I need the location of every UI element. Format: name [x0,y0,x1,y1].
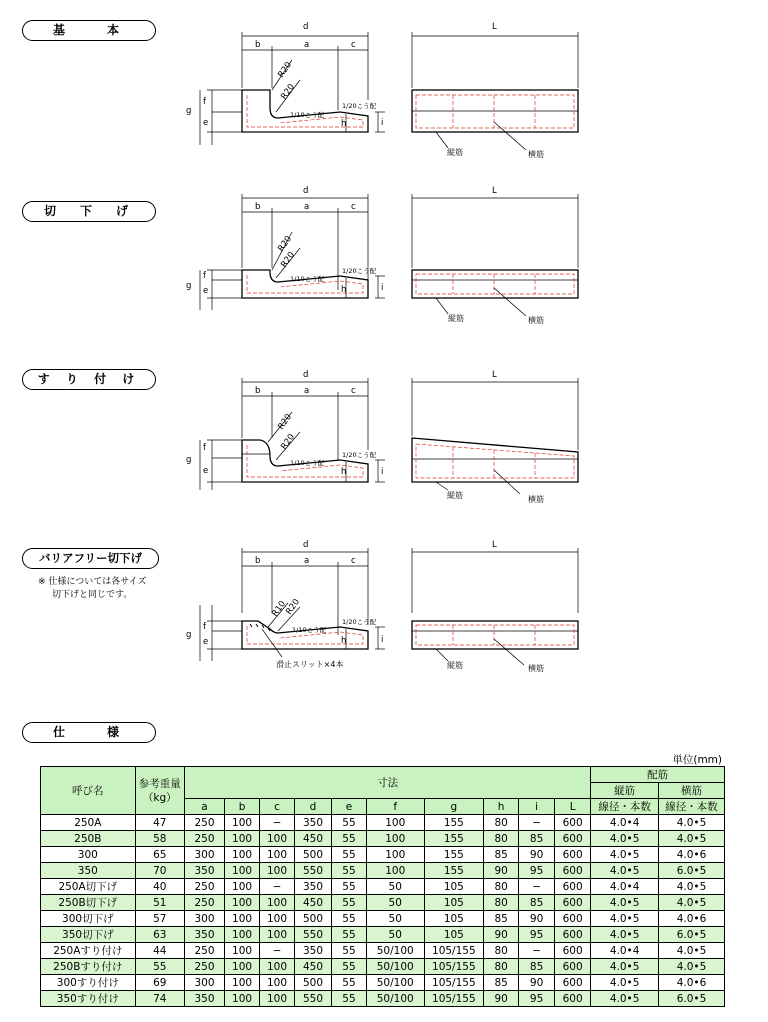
table-cell: 80 [484,943,519,959]
table-cell: 50/100 [366,991,424,1007]
section-shiyo: 仕 様 [22,722,156,743]
table-cell: 55 [331,943,366,959]
table-cell: 100 [260,991,295,1007]
table-cell: 55 [331,911,366,927]
note-line-2: 切下げと同じです。 [52,590,133,600]
header-col-c: c [260,799,295,815]
label-c: c [351,386,356,396]
table-cell: 55 [331,863,366,879]
table-cell: 4.0•4 [591,943,659,959]
header-col-g: g [424,799,484,815]
table-cell: 85 [484,847,519,863]
label-c: c [351,40,356,50]
table-cell: 500 [294,847,331,863]
table-cell: 155 [424,847,484,863]
table-cell: 450 [294,831,331,847]
label-a: a [304,386,310,396]
label-g: g [186,106,192,116]
label-slope10: 1/10こう配 [292,626,327,634]
label-slope10: 1/10こう配 [290,459,325,467]
label-e: e [203,286,209,296]
table-cell: 55 [331,927,366,943]
table-cell: 155 [424,831,484,847]
table-cell: 250 [184,879,224,895]
table-cell: 100 [260,831,295,847]
table-cell: 250B [41,831,136,847]
table-cell: 4.0•5 [591,991,659,1007]
label-d: d [303,22,309,32]
table-cell: 600 [555,975,591,991]
table-cell: 85 [484,911,519,927]
drawing-kirisage [0,180,768,350]
label-yoko: 横筋 [528,495,544,504]
table-row [41,911,725,927]
table-cell: 250A切下げ [41,879,136,895]
table-cell: 100 [225,847,260,863]
header-name: 呼び名 [41,767,136,815]
table-cell: 4.0•4 [591,879,659,895]
table-cell: 300切下げ [41,911,136,927]
header-weight: 参考重量（kg） [135,767,184,815]
label-d: d [303,370,309,380]
label-f: f [203,271,206,281]
section-kihon: 基 本 [22,20,156,41]
table-cell: 74 [135,991,184,1007]
table-cell: 55 [331,959,366,975]
table-cell: 95 [519,927,555,943]
table-cell: 100 [366,847,424,863]
table-cell: 47 [135,815,184,831]
header-tate: 縦筋 [591,783,659,799]
table-cell: 100 [366,831,424,847]
table-cell: 550 [294,991,331,1007]
spec-table-body [41,815,725,1007]
label-g: g [186,630,192,640]
table-cell: 95 [519,863,555,879]
table-cell: 100 [260,911,295,927]
drawing-kihon [0,0,768,180]
label-r20: R20 [284,597,303,617]
table-cell: 600 [555,911,591,927]
table-cell: 90 [519,975,555,991]
table-cell: 350 [184,927,224,943]
table-row [41,959,725,975]
table-cell: 50 [366,879,424,895]
table-cell: 85 [519,959,555,975]
table-cell: 90 [484,927,519,943]
table-row [41,975,725,991]
table-cell: 550 [294,863,331,879]
table-cell: 55 [331,831,366,847]
label-b: b [255,40,261,50]
table-cell: 100 [225,879,260,895]
table-cell: 100 [366,815,424,831]
table-cell: 100 [225,895,260,911]
label-slope20: 1/20こう配 [342,267,377,275]
label-r20b: R20 [279,82,298,102]
table-cell: 100 [260,959,295,975]
table-cell: 350 [294,815,331,831]
table-cell: 450 [294,959,331,975]
label-i: i [381,635,384,645]
table-cell: 50/100 [366,959,424,975]
label-slit: 滑止スリット×4本 [276,660,344,669]
table-cell: 600 [555,879,591,895]
label-g: g [186,455,192,465]
table-cell: 105 [424,911,484,927]
table-cell: 4.0•5 [591,911,659,927]
table-cell: 6.0•5 [659,991,725,1007]
table-cell: 105 [424,895,484,911]
table-cell: 100 [260,927,295,943]
section-barrier-free: バリアフリー切下げ [22,548,159,569]
table-cell: 55 [135,959,184,975]
table-cell: 250 [184,943,224,959]
header-yoko: 横筋 [659,783,725,799]
table-cell: 350 [184,863,224,879]
label-f: f [203,97,206,107]
header-rebar: 配筋 [591,767,725,783]
label-L: L [492,22,497,32]
table-cell: 105/155 [424,991,484,1007]
table-cell: 300 [184,847,224,863]
table-cell: 100 [260,975,295,991]
label-slope20: 1/20こう配 [342,451,377,459]
table-cell: 300 [184,975,224,991]
label-r20a: R20 [276,412,295,432]
label-r20a: R20 [276,234,295,254]
table-cell: 90 [484,863,519,879]
note-line-1: ※ 仕様については各サイズ [38,577,147,587]
table-row [41,927,725,943]
table-cell: 4.0•5 [591,847,659,863]
label-r10: R10 [270,599,289,619]
table-cell: 69 [135,975,184,991]
label-slope20: 1/20こう配 [342,102,377,110]
table-cell: 80 [484,895,519,911]
header-col-L: L [555,799,591,815]
table-cell: 350 [294,943,331,959]
table-cell: − [519,943,555,959]
table-cell: 4.0•5 [659,879,725,895]
label-f: f [203,622,206,632]
header-col-e: e [331,799,366,815]
table-row [41,815,725,831]
table-cell: 100 [225,863,260,879]
table-cell: 600 [555,863,591,879]
table-cell: 450 [294,895,331,911]
label-tate: 縦筋 [447,491,463,500]
table-cell: − [260,815,295,831]
label-slope20: 1/20こう配 [342,618,377,626]
table-cell: 100 [225,815,260,831]
table-row [41,991,725,1007]
table-cell: − [519,815,555,831]
table-cell: 105 [424,879,484,895]
table-cell: 250A [41,815,136,831]
table-cell: 55 [331,879,366,895]
table-cell: 80 [484,831,519,847]
table-cell: 4.0•5 [659,815,725,831]
table-cell: 600 [555,847,591,863]
section-suritsuke: す り 付 け [22,369,156,390]
header-col-b: b [225,799,260,815]
label-yoko: 横筋 [528,664,544,673]
unit-label: 単位(mm) [672,754,722,766]
table-cell: 55 [331,975,366,991]
label-e: e [203,466,209,476]
header-yoko-sub: 線径・本数 [659,799,725,815]
table-cell: 90 [519,911,555,927]
table-cell: 4.0•5 [591,895,659,911]
table-cell: 105 [424,927,484,943]
table-cell: 100 [225,991,260,1007]
table-cell: 550 [294,927,331,943]
table-cell: 600 [555,959,591,975]
table-cell: 100 [225,975,260,991]
label-i: i [381,283,384,293]
table-cell: 250B切下げ [41,895,136,911]
table-cell: 600 [555,815,591,831]
header-dims: 寸法 [184,767,590,799]
table-cell: 4.0•5 [659,959,725,975]
section-kirisage: 切 下 げ [22,201,156,222]
label-h: h [341,467,347,477]
table-cell: 100 [260,863,295,879]
table-cell: 250Bすり付け [41,959,136,975]
header-col-d: d [294,799,331,815]
table-cell: 65 [135,847,184,863]
table-cell: 300 [184,911,224,927]
table-cell: 100 [225,943,260,959]
table-cell: 250 [184,815,224,831]
table-cell: 4.0•5 [591,831,659,847]
table-cell: 350 [184,991,224,1007]
table-cell: 58 [135,831,184,847]
table-cell: 50 [366,927,424,943]
label-slope10: 1/10こう配 [290,275,325,283]
table-cell: 80 [484,959,519,975]
table-cell: 50/100 [366,975,424,991]
table-cell: 105/155 [424,975,484,991]
table-cell: 300 [41,847,136,863]
table-row [41,895,725,911]
table-cell: 85 [519,831,555,847]
table-cell: 80 [484,815,519,831]
table-cell: 600 [555,991,591,1007]
table-cell: 600 [555,943,591,959]
label-L: L [492,186,497,196]
table-cell: 6.0•5 [659,863,725,879]
label-i: i [381,467,384,477]
table-cell: 100 [225,959,260,975]
table-row [41,847,725,863]
label-r20b: R20 [279,250,298,270]
table-cell: 50/100 [366,943,424,959]
table-cell: 500 [294,975,331,991]
spec-table [40,766,725,1007]
label-b: b [255,556,261,566]
label-i: i [381,118,384,128]
label-tate: 縦筋 [447,148,463,157]
label-b: b [255,202,261,212]
table-cell: 4.0•5 [591,959,659,975]
table-cell: 4.0•5 [659,831,725,847]
header-tate-sub: 線径・本数 [591,799,659,815]
table-cell: 4.0•5 [659,943,725,959]
table-cell: 40 [135,879,184,895]
table-row [41,943,725,959]
table-row [41,831,725,847]
table-cell: 350 [41,863,136,879]
table-cell: 63 [135,927,184,943]
table-cell: 55 [331,895,366,911]
table-cell: 155 [424,815,484,831]
label-e: e [203,637,209,647]
table-cell: 350切下げ [41,927,136,943]
table-cell: − [260,879,295,895]
label-tate: 縦筋 [448,314,464,323]
table-cell: 250 [184,831,224,847]
label-a: a [304,202,310,212]
table-cell: 100 [260,847,295,863]
label-a: a [304,556,310,566]
table-cell: 44 [135,943,184,959]
table-cell: 50 [366,895,424,911]
table-cell: 4.0•4 [591,815,659,831]
table-cell: 600 [555,927,591,943]
label-L: L [492,370,497,380]
label-g: g [186,281,192,291]
table-cell: 155 [424,863,484,879]
table-cell: 105/155 [424,943,484,959]
label-c: c [351,202,356,212]
table-cell: 4.0•6 [659,975,725,991]
table-cell: 4.0•5 [591,927,659,943]
table-cell: 100 [225,831,260,847]
label-r20a: R20 [276,60,295,80]
label-slope10: 1/10こう配 [290,111,325,119]
table-cell: 4.0•5 [591,863,659,879]
drawing-suritsuke [0,350,768,525]
header-col-h: h [484,799,519,815]
label-d: d [303,186,309,196]
table-cell: 600 [555,895,591,911]
table-cell: 105/155 [424,959,484,975]
label-r20b: R20 [279,432,298,452]
label-yoko: 横筋 [528,316,544,325]
table-cell: 350 [294,879,331,895]
table-cell: 55 [331,991,366,1007]
header-col-a: a [184,799,224,815]
label-L: L [492,540,497,550]
table-cell: 50 [366,911,424,927]
table-cell: 4.0•5 [659,895,725,911]
table-cell: − [519,879,555,895]
table-cell: 500 [294,911,331,927]
table-cell: 4.0•6 [659,911,725,927]
table-cell: 6.0•5 [659,927,725,943]
table-cell: 100 [260,895,295,911]
table-cell: 100 [225,911,260,927]
label-d: d [303,540,309,550]
table-cell: 250 [184,959,224,975]
table-cell: 250 [184,895,224,911]
label-tate: 縦筋 [447,661,463,670]
table-cell: 4.0•5 [591,975,659,991]
table-cell: 250Aすり付け [41,943,136,959]
label-h: h [341,636,347,646]
table-cell: 51 [135,895,184,911]
table-cell: 80 [484,879,519,895]
table-cell: 85 [484,975,519,991]
table-cell: 300すり付け [41,975,136,991]
table-cell: 100 [225,927,260,943]
table-cell: 90 [484,991,519,1007]
table-cell: 100 [366,863,424,879]
label-h: h [341,285,347,295]
drawing-barrier-free [0,525,768,695]
table-cell: 85 [519,895,555,911]
table-cell: 57 [135,911,184,927]
table-cell: 90 [519,847,555,863]
table-cell: 95 [519,991,555,1007]
label-c: c [351,556,356,566]
label-f: f [203,443,206,453]
label-a: a [304,40,310,50]
header-col-i: i [519,799,555,815]
label-b: b [255,386,261,396]
label-yoko: 横筋 [528,150,544,159]
label-h: h [341,119,347,129]
table-cell: 4.0•6 [659,847,725,863]
table-cell: − [260,943,295,959]
table-row [41,879,725,895]
table-row [41,863,725,879]
table-cell: 600 [555,831,591,847]
label-e: e [203,118,209,128]
header-col-f: f [366,799,424,815]
table-cell: 55 [331,847,366,863]
table-cell: 350すり付け [41,991,136,1007]
table-cell: 55 [331,815,366,831]
table-cell: 70 [135,863,184,879]
